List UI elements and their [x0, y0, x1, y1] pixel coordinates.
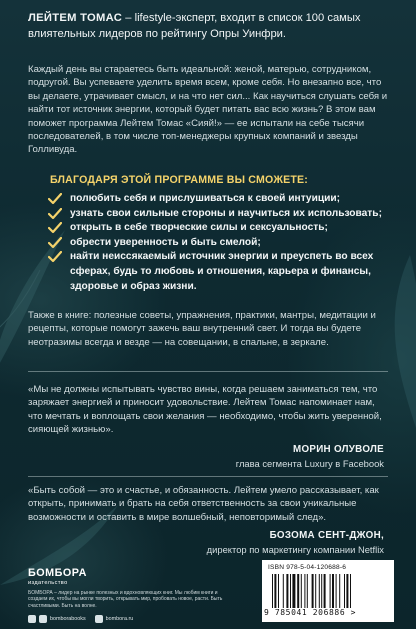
- barcode-bar: [344, 574, 345, 608]
- benefit-item: [48, 207, 393, 222]
- checkmark-icon: [48, 222, 62, 234]
- barcode-bar: [346, 574, 348, 608]
- isbn-label: ISBN 978-5-04-120688-6: [268, 564, 347, 571]
- barcode-number: 9 785041 206886 >: [264, 608, 357, 617]
- barcode-bar: [336, 574, 337, 608]
- benefit-item: [48, 221, 393, 236]
- barcode-bar: [290, 574, 291, 608]
- author-intro: [28, 10, 390, 42]
- publisher-logo: БОМБОРА: [28, 567, 87, 579]
- testimonial-role: глава сегмента Luxury в Facebook: [235, 458, 384, 469]
- barcode-bar: [315, 574, 316, 608]
- instagram-icon: [39, 615, 47, 623]
- benefit-item: [48, 236, 393, 251]
- author-name: ЛЕЙТЕМ ТОМАС: [28, 12, 123, 24]
- barcode-bar: [297, 574, 299, 608]
- benefit-text: обрести уверенность и быть смелой;: [70, 236, 261, 248]
- testimonial-author: БОЗОМА СЕНТ-ДЖОН,: [269, 530, 384, 541]
- benefit-text: найти неиссякаемый источник энергии и преуспеть во всех сферах, будь то любовь и отношения, карьера и финансы, здоровье и образ жизни.: [70, 251, 374, 292]
- benefit-text: полюбить себя и прислушиваться к своей интуиции;: [70, 193, 341, 204]
- checkmark-icon: [48, 251, 62, 263]
- barcode-bar: [319, 574, 320, 608]
- testimonial-author: МОРИН ОЛУВОЛЕ: [292, 444, 384, 455]
- checkmark-icon: [48, 193, 62, 205]
- also-in-book-paragraph: Также в книге: полезные советы, упражнения, практики, мантры, медитации и рецепты, которые помогут зажечь ваш внутренний свет. И тогда вы будете неотразимы всегда и везде — на совещании, в спальне, в зеркале.: [28, 310, 376, 348]
- barcode: [272, 574, 386, 608]
- barcode-bar: [292, 574, 295, 608]
- publisher-subtitle: издательство: [28, 580, 68, 586]
- checkmark-icon: [48, 237, 62, 249]
- checkmark-icon: [48, 208, 62, 220]
- barcode-bar: [324, 574, 326, 608]
- divider: [28, 476, 388, 477]
- vk-icon: [28, 615, 36, 623]
- barcode-bar: [283, 574, 284, 608]
- barcode-bar: [339, 574, 340, 608]
- isbn-barcode-box: [262, 560, 394, 622]
- benefit-text: узнать свои сильные стороны и научиться их использовать;: [70, 207, 382, 219]
- publisher-description: БОМБОРА – лидер на рынке полезных и вдохновляющих книг. Мы любим книги и создаем их, чтобы вы могли творить, открывать мир, пробовать новое, расти. Быть счастливыми. Быть на волне.: [28, 590, 223, 609]
- benefit-text: открыть в себе творческие силы и сексуальность;: [70, 222, 328, 234]
- barcode-bar: [330, 574, 331, 608]
- website: bombora.ru: [105, 615, 134, 622]
- barcode-bar: [350, 574, 351, 608]
- barcode-bar: [278, 574, 279, 608]
- benefits-title: БЛАГОДАРЯ ЭТОЙ ПРОГРАММЕ ВЫ СМОЖЕТЕ:: [50, 174, 309, 186]
- barcode-bar: [301, 574, 302, 608]
- testimonial-quote: «Быть собой — это и счастье, и обязанность. Лейтем умело рассказывает, как открыть, принимать и брать на себя ответственность за свои уникальные возможности и оставить в мире волшебный, неповторимый след».: [28, 485, 379, 523]
- barcode-bar: [304, 574, 305, 608]
- publisher-social: [28, 614, 139, 623]
- benefits-list: [48, 192, 393, 294]
- social-handle: bomborabooks: [50, 615, 86, 622]
- web-icon: [95, 615, 103, 623]
- barcode-bar: [321, 574, 322, 608]
- testimonial-quote: «Мы не должны испытывать чувство вины, когда решаем заниматься тем, что заряжает энергией и приносит удовольствие. Лейтем Томас напоминает нам, что мечтать и воплощать свои желания — необходимо, чтобы жить уверенной, сияющей жизнью».: [28, 384, 382, 436]
- barcode-bar: [307, 574, 308, 608]
- barcode-bar: [274, 574, 276, 608]
- divider: [28, 371, 388, 372]
- barcode-bar: [272, 574, 273, 608]
- testimonial-role: директор по маркетингу компании Netflix: [206, 544, 384, 555]
- benefit-item: [48, 192, 393, 207]
- author-intro-text: – lifestyle-эксперт, входит в список 100 самых влиятельных лидеров по рейтингу Опры Уинфри.: [28, 12, 361, 40]
- barcode-bar: [332, 574, 334, 608]
- barcode-bar: [312, 574, 314, 608]
- barcode-bar: [286, 574, 288, 608]
- description-paragraph: Каждый день вы стараетесь быть идеальной: женой, матерью, сотрудником, подругой. Вы успеваете уделить время всем, кроме себя. Но внезапно все, что вы делаете, утрачивает смысл, и на что нет сил... Как научиться слушать себя и найти тот источник энергии, который будет питать вас всю жизнь? В этом вам поможет программа Лейтем Томас «Сияй!» — ее испытали на себе тысячи последователей, в том числе топ-менеджеры крупных компаний и звезды Голливуда.: [28, 64, 388, 156]
- benefit-item: [48, 250, 393, 294]
